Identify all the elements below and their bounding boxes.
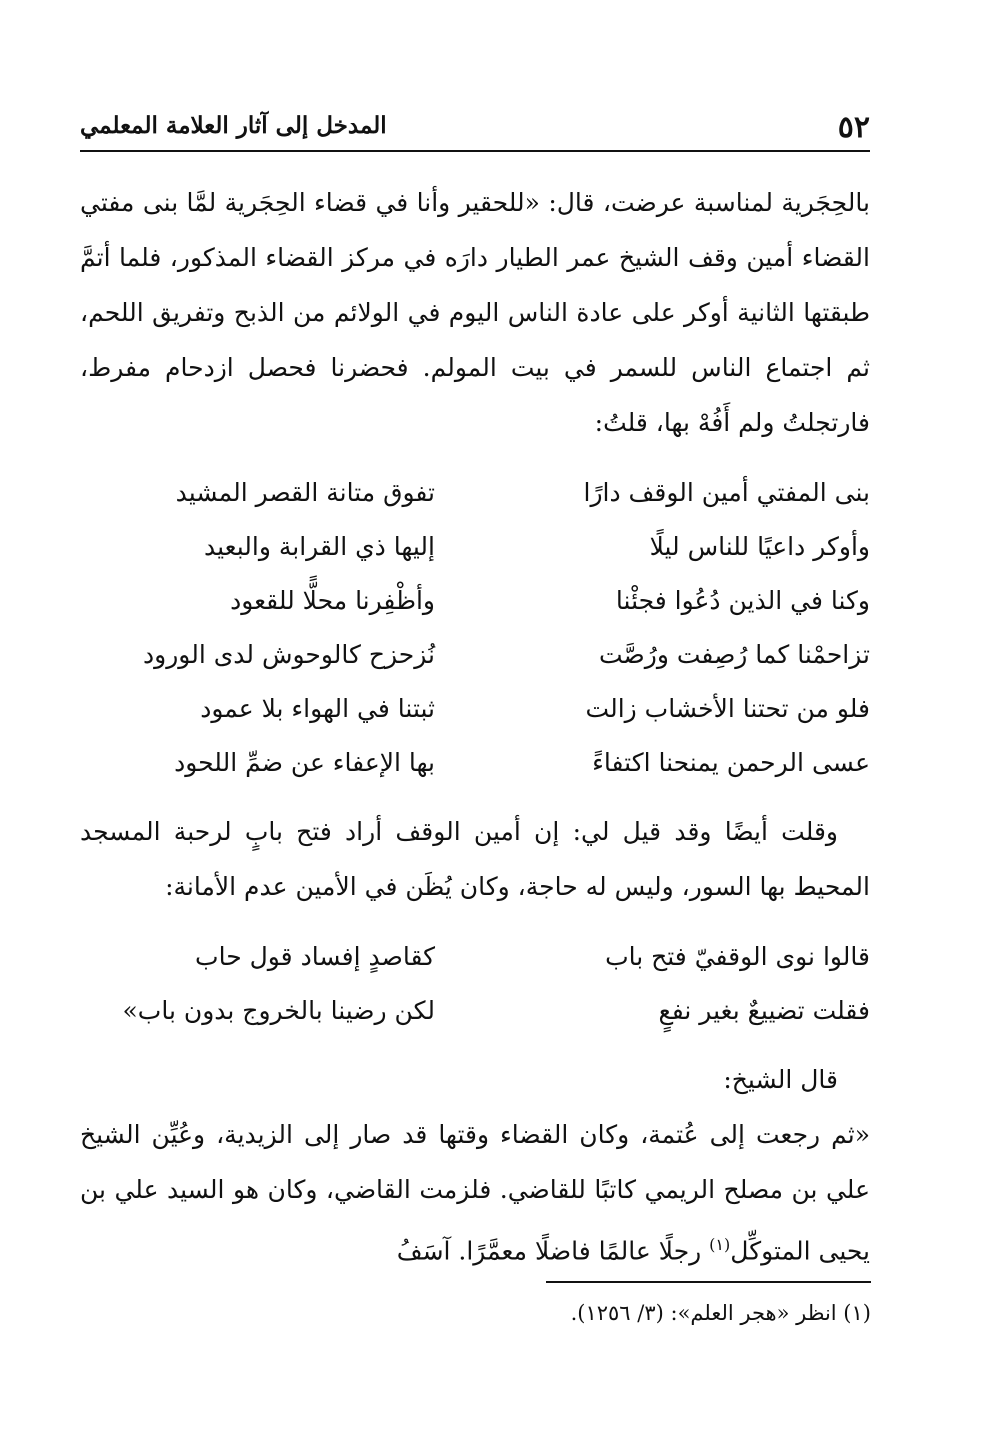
verse-line xyxy=(80,520,870,574)
page-number: ٥٢ xyxy=(837,110,870,145)
verse-first-hemistich: بنى المفتي أمين الوقف دارًا xyxy=(583,478,870,507)
verse-second-hemistich: كقاصدٍ إفساد قول حاب xyxy=(195,942,435,971)
verse-line xyxy=(80,984,870,1038)
verse-second-hemistich: تفوق متانة القصر المشيد xyxy=(175,478,435,507)
verse-first-hemistich: قالوا نوى الوقفيّ فتح باب xyxy=(605,942,870,971)
paragraph-text: رجلًا عالمًا فاضلًا معمَّرًا. آسَفُ xyxy=(396,1236,710,1266)
sheikh-intro: قال الشيخ: xyxy=(723,1065,838,1094)
verse-line xyxy=(80,466,870,520)
footnote-rule xyxy=(546,1281,871,1283)
verse-line xyxy=(80,628,870,682)
verse-first-hemistich: عسى الرحمن يمنحنا اكتفاءً xyxy=(592,748,870,777)
paragraph-door: وقلت أيضًا وقد قيل لي: إن أمين الوقف أراد فتح بابٍ لرحبة المسجد المحيط بها السور، وليس له حاجة، وكان يُظَن في الأمين عدم الأمانة: xyxy=(80,817,870,901)
verse-first-hemistich: وأوكر داعيًا للناس ليلًا xyxy=(649,532,870,561)
verse-line xyxy=(80,930,870,984)
verse-second-hemistich: لكن رضينا بالخروج بدون باب» xyxy=(122,996,435,1025)
verse-first-hemistich: فقلت تضييعٌ بغير نفعٍ xyxy=(658,996,870,1025)
paragraph-text: «ثم رجعت إلى عُتمة، وكان القضاء وقتها قد صار إلى الزيدية، وعُيِّن الشيخ علي بن مصلح الريمي كاتبًا للقاضي. فلزمت القاضي، وكان هو السيد علي بن يحيى المتوكِّل xyxy=(80,1120,870,1266)
verse-line xyxy=(80,682,870,736)
verse-line xyxy=(80,574,870,628)
verse-first-hemistich: فلو من تحتنا الأخشاب زالت xyxy=(585,694,870,723)
verse-first-hemistich: تزاحمْنا كما رُصِفت ورُصَّت xyxy=(599,640,870,669)
verse-second-hemistich: نُزحزح كالوحوش لدى الورود xyxy=(143,640,435,669)
footnote: (١) انظر «هجر العلم»: (٣/ ١٢٥٦). xyxy=(570,1301,871,1325)
header-rule xyxy=(80,150,870,152)
page-header xyxy=(80,106,870,148)
paragraph-return xyxy=(80,1107,870,1278)
page-body xyxy=(80,175,870,1278)
verse-first-hemistich: وكنا في الذين دُعُوا فجئْنا xyxy=(615,586,870,615)
verse-line xyxy=(80,736,870,790)
paragraph-intro: بالحِجَرية لمناسبة عرضت، قال: «للحقير وأنا في قضاء الحِجَرية لمَّا بنى مفتي القضاء أمين وقف الشيخ عمر الطيار دارَه في مركز القضاء المذكور، فلما أتمَّ طبقتها الثانية أوكر على عادة الناس اليوم في الولائم من الذبح وتفريق اللحم، ثم اجتماع الناس للسمر في بيت المولم. فحضرنا فحصل ازدحام مفرط، فارتجلتُ ولم أَفُهْ بها، قلتُ: xyxy=(80,188,870,437)
poem-feast xyxy=(80,466,870,790)
verse-second-hemistich: إليها ذي القرابة والبعيد xyxy=(203,532,435,561)
verse-second-hemistich: ثبتنا في الهواء بلا عمود xyxy=(200,694,435,723)
verse-second-hemistich: بها الإعفاء عن ضمِّ اللحود xyxy=(174,748,435,777)
poem-door xyxy=(80,930,870,1038)
footnote-marker: (١) xyxy=(709,1235,731,1254)
verse-second-hemistich: وأظْفِرنا محلًّا للقعود xyxy=(230,586,435,615)
running-title: المدخل إلى آثار العلامة المعلمي xyxy=(80,112,387,139)
